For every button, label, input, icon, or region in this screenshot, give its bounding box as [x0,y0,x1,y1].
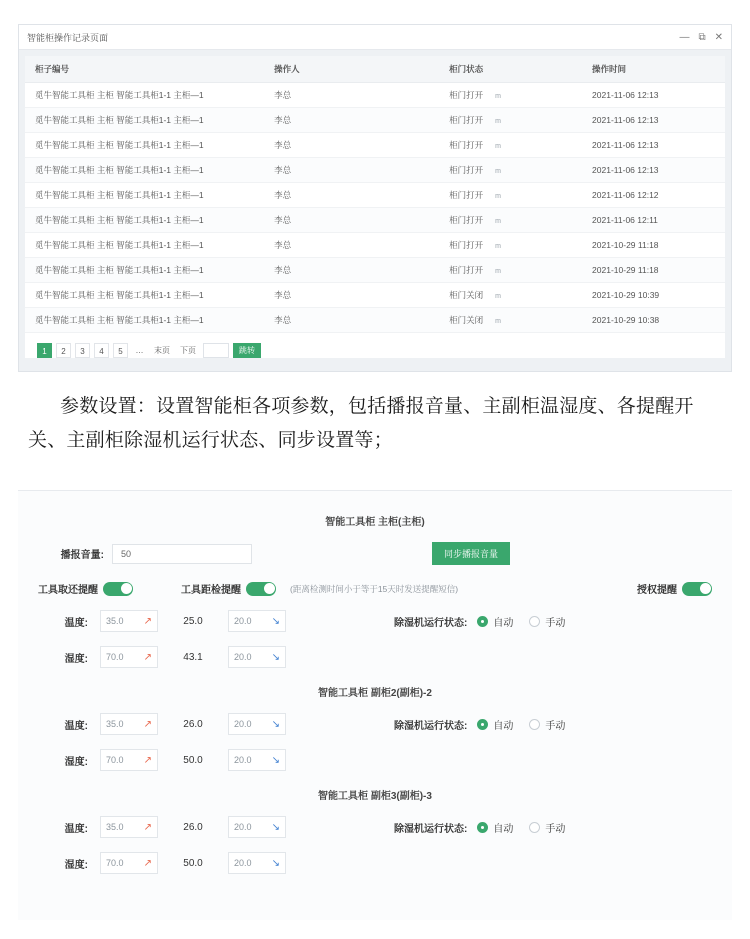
cell-cabinet: 觅牛智能工具柜 主柜 智能工具柜1-1 主柜—1 [25,108,264,133]
cell-cabinet: 觅牛智能工具柜 主柜 智能工具柜1-1 主柜—1 [25,208,264,233]
cell-state: 柜门打开 m [439,158,582,183]
humidity-high-value: 70.0 [106,858,124,868]
page-2[interactable]: 2 [56,343,71,358]
arrow-down-icon: ↘ [271,718,280,730]
radio-auto-icon[interactable] [477,822,488,833]
table-row[interactable] [25,108,725,133]
dehumidifier-auto-label: 自动 [493,823,514,835]
arrow-up-icon: ↗ [143,615,152,627]
toggle-tool-inspection[interactable] [181,581,276,596]
humidity-label: 湿度: [64,859,88,871]
dehumidifier-auto-option[interactable] [477,717,513,732]
table-row[interactable] [25,133,725,158]
close-icon[interactable]: ✕ [714,31,723,43]
col-header-operator: 操作人 [264,56,439,83]
cell-time: 2021-10-29 11:18 [582,233,725,258]
sync-volume-button[interactable]: 同步播报音量 [432,542,510,565]
col-header-state: 柜门状态 [439,56,582,83]
page-3[interactable]: 3 [75,343,90,358]
humidity-low-value: 20.0 [234,858,252,868]
reminder-toggles-row [18,581,732,596]
humidity-current: 43.1 [183,651,203,663]
table-row[interactable] [25,258,725,283]
cell-state: 柜门关闭 m [439,283,582,308]
arrow-up-icon: ↗ [143,718,152,730]
cell-cabinet: 觅牛智能工具柜 主柜 智能工具柜1-1 主柜—1 [25,233,264,258]
temperature-high-input[interactable] [100,610,158,632]
description-text: 参数设置：设置智能柜各项参数，包括播报音量、主副柜温湿度、各提醒开关、主副柜除湿机运行状态、同步设置等； [28,396,694,451]
table-row[interactable] [25,183,725,208]
cell-cabinet: 觅牛智能工具柜 主柜 智能工具柜1-1 主柜—1 [25,308,264,333]
humidity-high-input[interactable] [100,852,158,874]
arrow-up-icon: ↗ [143,651,152,663]
humidity-high-value: 70.0 [106,652,124,662]
cell-operator: 李总 [264,208,439,233]
temperature-label: 温度: [64,617,88,629]
radio-manual-icon[interactable] [529,616,540,627]
dehumidifier-auto-option[interactable] [477,820,513,835]
toggle-authorization-switch[interactable] [682,582,712,596]
temperature-high-input[interactable] [100,816,158,838]
dehumidifier-manual-label: 手动 [545,617,566,629]
radio-manual-icon[interactable] [529,822,540,833]
page-jump-input[interactable] [203,343,229,358]
humidity-high-value: 70.0 [106,755,124,765]
pagination [25,333,725,358]
temperature-label: 温度: [64,823,88,835]
cell-cabinet: 觅牛智能工具柜 主柜 智能工具柜1-1 主柜—1 [25,183,264,208]
temperature-label: 温度: [64,720,88,732]
cell-cabinet: 觅牛智能工具柜 主柜 智能工具柜1-1 主柜—1 [25,133,264,158]
cell-time: 2021-11-06 12:13 [582,158,725,183]
humidity-current: 50.0 [183,857,203,869]
cell-operator: 李总 [264,233,439,258]
cell-state: 柜门打开 m [439,83,582,108]
arrow-up-icon: ↗ [143,857,152,869]
radio-auto-icon[interactable] [477,719,488,730]
sub2-humidity-row [18,749,732,771]
toggle-authorization-label: 授权提醒 [637,585,677,596]
temperature-high-input[interactable] [100,713,158,735]
volume-label: 播报音量: [60,550,104,561]
cell-state: 柜门打开 m [439,108,582,133]
humidity-low-input[interactable] [228,749,286,771]
settings-panel [18,490,732,920]
toggle-tool-inspection-label: 工具距检提醒 [181,585,241,596]
dehumidifier-manual-option[interactable] [529,614,565,629]
table-row[interactable] [25,233,725,258]
minimize-icon[interactable]: — [679,31,690,43]
cell-state: 柜门打开 m [439,208,582,233]
temperature-high-value: 35.0 [106,719,124,729]
dehumidifier-manual-label: 手动 [545,823,566,835]
cell-state: 柜门打开 m [439,133,582,158]
temperature-high-value: 35.0 [106,822,124,832]
table-row[interactable] [25,208,725,233]
table-row[interactable] [25,283,725,308]
cell-operator: 李总 [264,308,439,333]
main-temperature-row [18,610,732,632]
arrow-down-icon: ↘ [271,754,280,766]
page-1[interactable]: 1 [37,343,52,358]
sub2-temperature-row [18,713,732,735]
humidity-low-input[interactable] [228,852,286,874]
toggle-tool-return-switch[interactable] [103,582,133,596]
cell-time: 2021-11-06 12:13 [582,108,725,133]
arrow-up-icon: ↗ [143,754,152,766]
next-page-button[interactable]: 下页 [180,346,196,355]
humidity-high-input[interactable] [100,749,158,771]
page-jump-button[interactable]: 跳转 [233,343,261,358]
last-page-button[interactable]: 末页 [154,346,170,355]
toggle-tool-inspection-switch[interactable] [246,582,276,596]
dehumidifier-manual-label: 手动 [545,720,566,732]
log-window [18,24,732,372]
arrow-down-icon: ↘ [271,651,280,663]
window-titlebar [19,25,731,50]
log-table [25,56,725,333]
cell-time: 2021-10-29 11:18 [582,258,725,283]
cell-cabinet: 觅牛智能工具柜 主柜 智能工具柜1-1 主柜—1 [25,158,264,183]
toggle-authorization[interactable] [637,581,712,596]
temperature-high-value: 35.0 [106,616,124,626]
page-ellipsis: … [135,346,144,355]
cell-operator: 李总 [264,258,439,283]
page-5[interactable]: 5 [113,343,128,358]
log-table-body [25,83,725,333]
dehumidifier-manual-option[interactable] [529,820,565,835]
cell-cabinet: 觅牛智能工具柜 主柜 智能工具柜1-1 主柜—1 [25,283,264,308]
cell-time: 2021-11-06 12:13 [582,83,725,108]
arrow-up-icon: ↗ [143,821,152,833]
cabinet-title-main: 智能工具柜 主柜(主柜) [325,517,425,528]
cell-operator: 李总 [264,133,439,158]
col-header-time: 操作时间 [582,56,725,83]
cell-state: 柜门打开 m [439,258,582,283]
cell-time: 2021-10-29 10:39 [582,283,725,308]
col-header-cabinet: 柜子编号 [25,56,264,83]
temperature-current: 25.0 [183,615,203,627]
cell-operator: 李总 [264,183,439,208]
cell-operator: 李总 [264,83,439,108]
temperature-current: 26.0 [183,718,203,730]
cell-time: 2021-11-06 12:13 [582,133,725,158]
humidity-label: 湿度: [64,653,88,665]
toggle-tool-return-label: 工具取还提醒 [38,585,98,596]
temperature-current: 26.0 [183,821,203,833]
volume-row [18,542,732,565]
cell-operator: 李总 [264,283,439,308]
dehumidifier-label: 除湿机运行状态: [394,823,468,835]
temperature-low-input[interactable] [228,713,286,735]
table-row[interactable] [25,158,725,183]
cabinet-title-sub3: 智能工具柜 副柜3(副柜)-3 [318,791,432,802]
humidity-high-input[interactable] [100,646,158,668]
window-title: 智能柜操作记录页面 [27,32,109,43]
cabinet-title-sub2: 智能工具柜 副柜2(副柜)-2 [318,688,432,699]
description-paragraph [28,390,722,458]
table-row[interactable] [25,83,725,108]
cell-cabinet: 觅牛智能工具柜 主柜 智能工具柜1-1 主柜—1 [25,258,264,283]
table-row[interactable] [25,308,725,333]
dehumidifier-auto-option[interactable] [477,614,513,629]
temperature-low-value: 20.0 [234,822,252,832]
page-4[interactable]: 4 [94,343,109,358]
table-header-row [25,56,725,83]
sub3-temperature-row [18,816,732,838]
maximize-icon[interactable]: ⧉ [698,31,706,43]
dehumidifier-label: 除湿机运行状态: [394,617,468,629]
radio-auto-icon[interactable] [477,616,488,627]
cell-state: 柜门打开 m [439,183,582,208]
temperature-low-value: 20.0 [234,616,252,626]
sub3-humidity-row [18,852,732,874]
dehumidifier-auto-label: 自动 [493,720,514,732]
radio-manual-icon[interactable] [529,719,540,730]
cell-time: 2021-10-29 10:38 [582,308,725,333]
cell-state: 柜门打开 m [439,233,582,258]
humidity-low-value: 20.0 [234,652,252,662]
dehumidifier-label: 除湿机运行状态: [394,720,468,732]
arrow-down-icon: ↘ [271,821,280,833]
cell-time: 2021-11-06 12:12 [582,183,725,208]
cell-cabinet: 觅牛智能工具柜 主柜 智能工具柜1-1 主柜—1 [25,83,264,108]
window-controls [679,32,723,43]
humidity-label: 湿度: [64,756,88,768]
temperature-low-value: 20.0 [234,719,252,729]
cell-operator: 李总 [264,158,439,183]
temperature-low-input[interactable] [228,610,286,632]
log-table-container [25,56,725,358]
dehumidifier-manual-option[interactable] [529,717,565,732]
humidity-current: 50.0 [183,754,203,766]
volume-input[interactable]: 50 [112,544,252,564]
temperature-low-input[interactable] [228,816,286,838]
arrow-down-icon: ↘ [271,857,280,869]
arrow-down-icon: ↘ [271,615,280,627]
main-humidity-row [18,646,732,668]
cell-operator: 李总 [264,108,439,133]
humidity-low-input[interactable] [228,646,286,668]
dehumidifier-auto-label: 自动 [493,617,514,629]
cell-state: 柜门关闭 m [439,308,582,333]
inspection-hint: (距离检测时间小于等于15天时发送提醒短信) [290,583,459,594]
cell-time: 2021-11-06 12:11 [582,208,725,233]
toggle-tool-return[interactable] [38,581,133,596]
humidity-low-value: 20.0 [234,755,252,765]
